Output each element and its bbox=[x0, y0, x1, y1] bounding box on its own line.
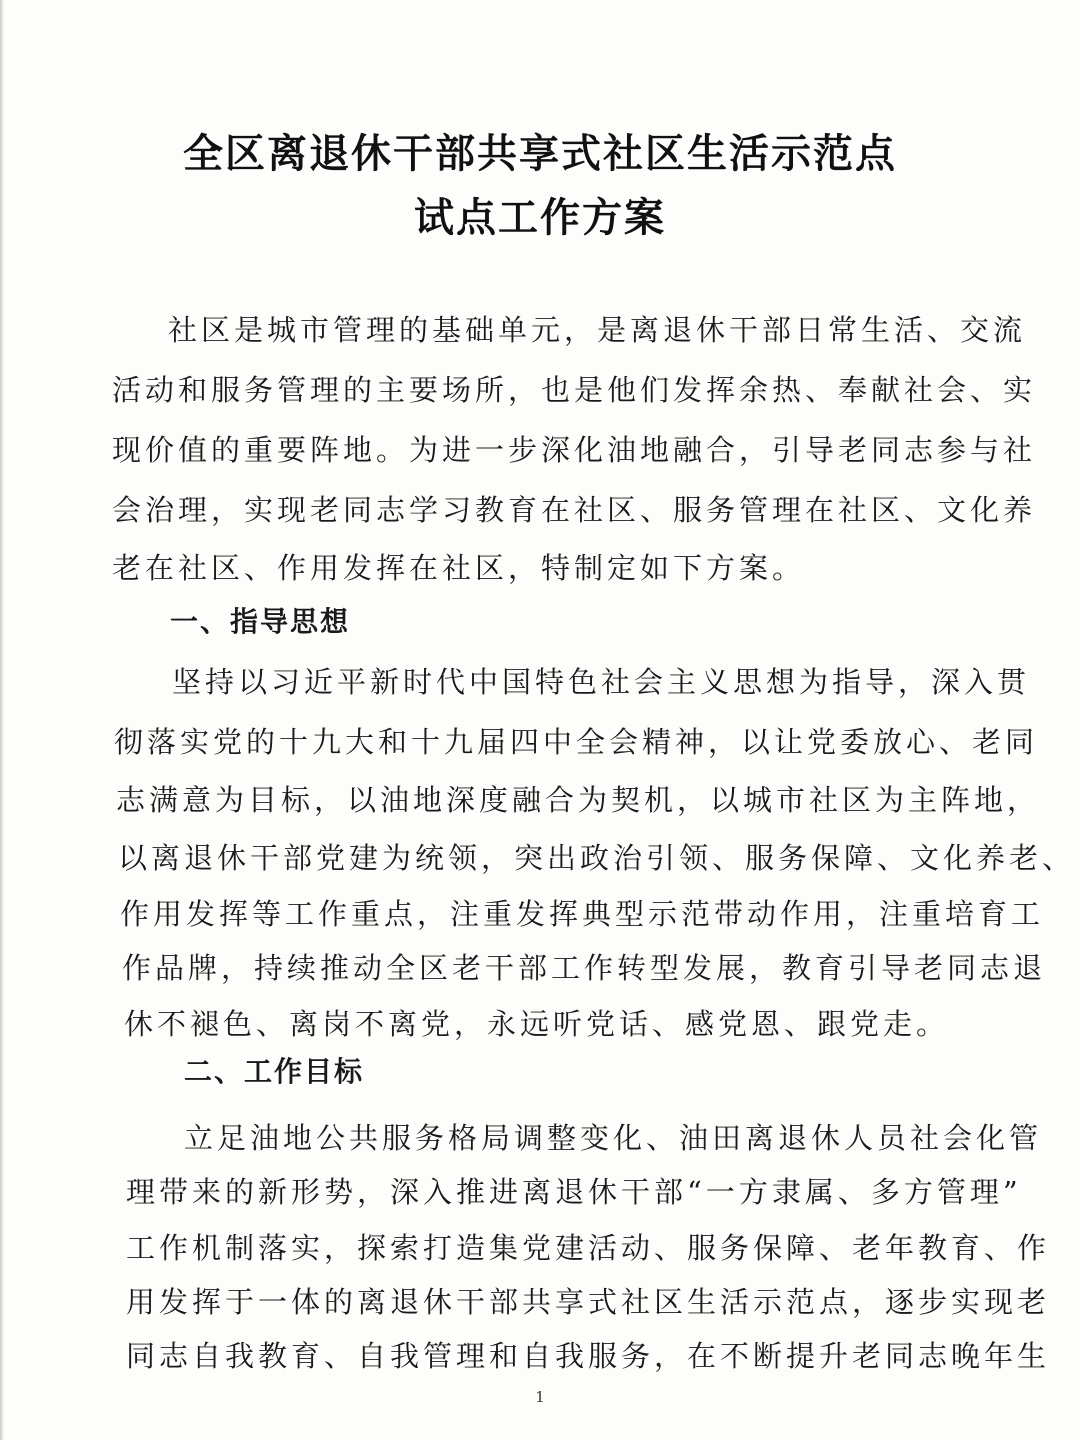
paragraph-line: 志满意为目标，以油地深度融合为契机，以城市社区为主阵地， bbox=[116, 783, 1041, 817]
paragraph-line: 作用发挥等工作重点，注重发挥典型示范带动作用，注重培育工 bbox=[120, 897, 1045, 931]
paragraph-line: 理带来的新形势，深入推进离退休干部“一方隶属、多方管理” bbox=[126, 1175, 1022, 1209]
paragraph-line: 坚持以习近平新时代中国特色社会主义思想为指导，深入贯 bbox=[172, 665, 1031, 699]
paragraph-line: 老在社区、作用发挥在社区，特制定如下方案。 bbox=[112, 551, 806, 585]
paragraph-line: 用发挥于一体的离退休干部共享式社区生活示范点，逐步实现老 bbox=[126, 1285, 1051, 1319]
paragraph-line: 工作机制落实，探索打造集党建活动、服务保障、老年教育、作 bbox=[126, 1231, 1051, 1265]
section-heading-guiding-ideology: 一、指导思想 bbox=[170, 605, 351, 638]
paragraph-line: 以离退休干部党建为统领，突出政治引领、服务保障、文化养老、 bbox=[118, 841, 1076, 875]
paragraph-line: 社区是城市管理的基础单元，是离退休干部日常生活、交流 bbox=[168, 313, 1027, 347]
paragraph-line: 会治理，实现老同志学习教育在社区、服务管理在社区、文化养 bbox=[112, 493, 1037, 527]
paragraph-line: 活动和服务管理的主要场所，也是他们发挥余热、奉献社会、实 bbox=[112, 373, 1037, 407]
paragraph-line: 休不褪色、离岗不离党，永远听党话、感党恩、跟党走。 bbox=[124, 1007, 950, 1041]
section-heading-work-objectives: 二、工作目标 bbox=[184, 1055, 365, 1088]
paragraph-line: 立足油地公共服务格局调整变化、油田离退休人员社会化管 bbox=[184, 1121, 1043, 1155]
paragraph-line: 同志自我教育、自我管理和自我服务，在不断提升老同志晚年生 bbox=[126, 1339, 1051, 1373]
document-title-line1: 全区离退休干部共享式社区生活示范点 bbox=[183, 131, 897, 177]
document-title-line2: 试点工作方案 bbox=[414, 195, 666, 241]
paragraph-line: 彻落实党的十九大和十九届四中全会精神，以让党委放心、老同 bbox=[114, 725, 1039, 759]
paragraph-line: 现价值的重要阵地。为进一步深化油地融合，引导老同志参与社 bbox=[112, 433, 1037, 467]
paragraph-line: 作品牌，持续推动全区老干部工作转型发展，教育引导老同志退 bbox=[122, 951, 1047, 985]
page-number: 1 bbox=[535, 1388, 545, 1406]
